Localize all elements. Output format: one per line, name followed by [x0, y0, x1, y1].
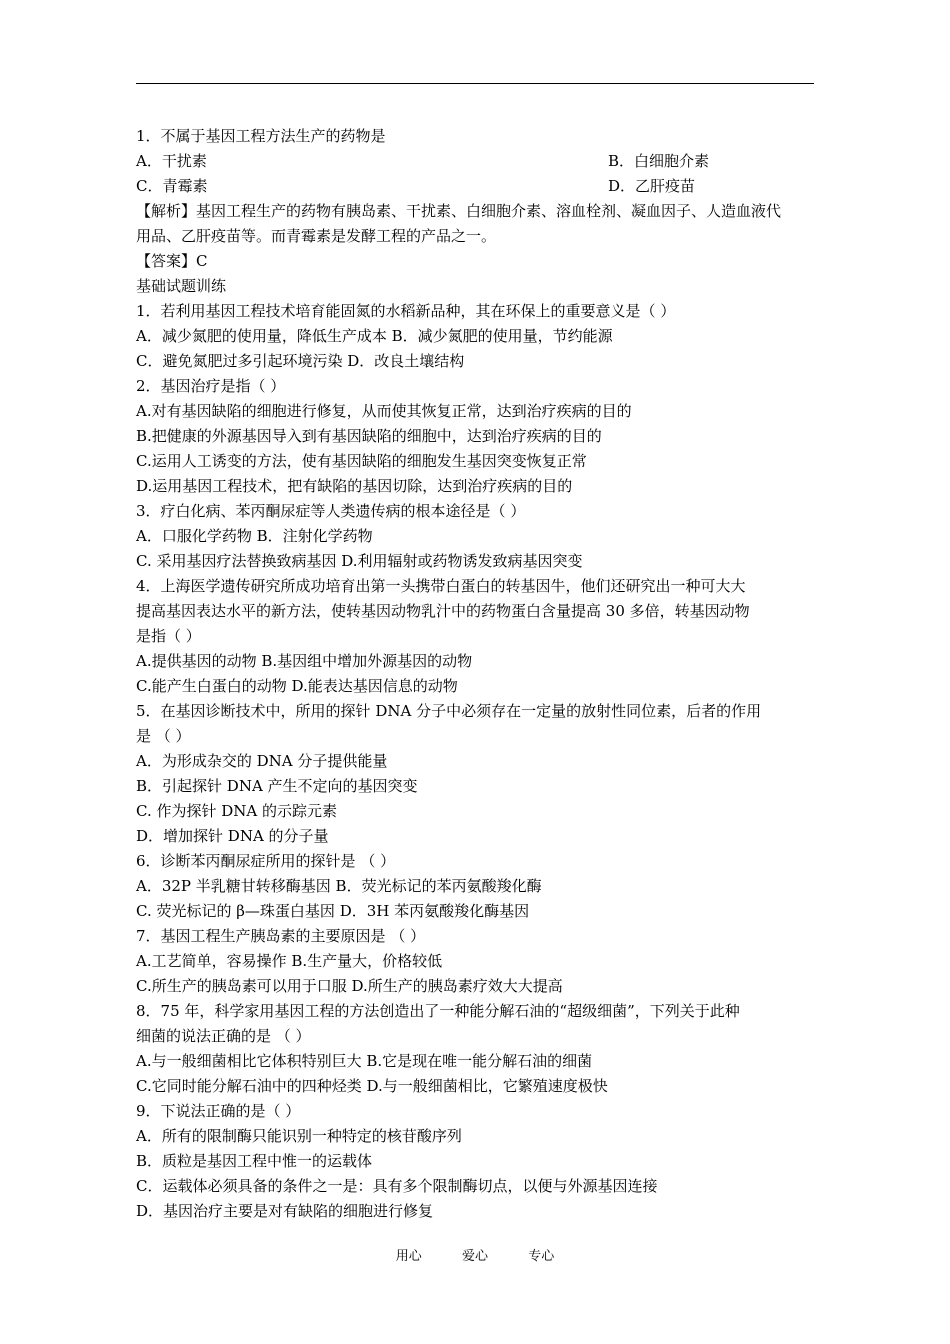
q1-stem: 1．不属于基因工程方法生产的药物是 [136, 127, 386, 145]
q1-analysis-line-2: 用品、乙肝疫苗等。而青霉素是发酵工程的产品之一。 [136, 227, 497, 245]
q1-analysis-line-1: 【解析】基因工程生产的药物有胰岛素、干扰素、白细胞介素、溶血栓剂、凝血因子、人造血液代 [136, 202, 782, 220]
text-line: C．运载体必须具备的条件之一是：具有多个限制酶切点，以便与外源基因连接 [136, 1177, 658, 1195]
text-line: 7．基因工程生产胰岛素的主要原因是 （ ） [136, 927, 426, 945]
q1-options-row-2 [136, 174, 696, 199]
text-line: 5．在基因诊断技术中，所用的探针 DNA 分子中必须存在一定量的放射性同位素，后者的作用 [136, 702, 762, 720]
text-line: C．避免氮肥过多引起环境污染 D．改良土壤结构 [136, 352, 465, 370]
text-line: C.运用人工诱变的方法，使有基因缺陷的细胞发生基因突变恢复正常 [136, 452, 587, 470]
text-line: 9．下说法正确的是（ ） [136, 1102, 301, 1120]
q1-option-c: C．青霉素 [136, 177, 208, 195]
text-line: A．减少氮肥的使用量，降低生产成本 B．减少氮肥的使用量，节约能源 [136, 327, 613, 345]
text-line: 2．基因治疗是指（ ） [136, 377, 286, 395]
text-line: 4．上海医学遗传研究所成功培育出第一头携带白蛋白的转基因牛，他们还研究出一种可大大 [136, 577, 746, 595]
text-line: A.工艺简单，容易操作 B.生产量大，价格较低 [136, 952, 443, 970]
q1-option-d: D．乙肝疫苗 [608, 177, 696, 195]
text-line: A．所有的限制酶只能识别一种特定的核苷酸序列 [136, 1127, 462, 1145]
text-line: A．为形成杂交的 DNA 分子提供能量 [136, 752, 388, 770]
text-line: B.把健康的外源基因导入到有基因缺陷的细胞中，达到治疗疾病的目的 [136, 427, 602, 445]
text-line: C. 采用基因疗法替换致病基因 D.利用辐射或药物诱发致病基因突变 [136, 552, 583, 570]
text-line: 8．75 年，科学家用基因工程的方法创造出了一种能分解石油的“超级细菌”，下列关于此种 [136, 1002, 740, 1020]
text-line: C.所生产的胰岛素可以用于口服 D.所生产的胰岛素疗效大大提高 [136, 977, 563, 995]
q1-options-row-1 [136, 149, 710, 174]
text-line: D.运用基因工程技术，把有缺陷的基因切除，达到治疗疾病的目的 [136, 477, 573, 495]
page-footer: 用心 爱心 专心 [395, 1249, 555, 1264]
text-line: A．32P 半乳糖甘转移酶基因 B．荧光标记的苯丙氨酸羧化酶 [136, 877, 542, 895]
section-title: 基础试题训练 [136, 277, 227, 295]
text-line: 3．疗白化病、苯丙酮尿症等人类遗传病的根本途径是（ ） [136, 502, 526, 520]
text-line: D．增加探针 DNA 的分子量 [136, 827, 329, 845]
header-rule [136, 83, 814, 84]
text-line: C. 作为探针 DNA 的示踪元素 [136, 802, 337, 820]
text-line: C.它同时能分解石油中的四种烃类 D.与一般细菌相比，它繁殖速度极快 [136, 1077, 608, 1095]
text-line: 1．若利用基因工程技术培育能固氮的水稻新品种，其在环保上的重要意义是（ ） [136, 302, 676, 320]
text-line: C.能产生白蛋白的动物 D.能表达基因信息的动物 [136, 677, 458, 695]
text-line: B．质粒是基因工程中惟一的运载体 [136, 1152, 373, 1170]
text-line: 提高基因表达水平的新方法，使转基因动物乳汁中的药物蛋白含量提高 30 多倍，转基因动物 [136, 602, 750, 620]
text-line: A.与一般细菌相比它体积特别巨大 B.它是现在唯一能分解石油的细菌 [136, 1052, 593, 1070]
q1-answer: 【答案】C [136, 252, 208, 270]
q1-option-a: A．干扰素 [136, 152, 207, 170]
text-line: B．引起探针 DNA 产生不定向的基因突变 [136, 777, 418, 795]
text-line: 细菌的说法正确的是 （ ） [136, 1027, 311, 1045]
text-line: 是 （ ） [136, 727, 191, 745]
text-line: 6．诊断苯丙酮尿症所用的探针是 （ ） [136, 852, 396, 870]
q1-option-b: B．白细胞介素 [608, 152, 710, 170]
text-line: A.提供基因的动物 B.基因组中增加外源基因的动物 [136, 652, 473, 670]
text-line: 是指（ ） [136, 627, 201, 645]
text-line: C. 荧光标记的 β—珠蛋白基因 D．3H 苯丙氨酸羧化酶基因 [136, 902, 530, 920]
text-line: A.对有基因缺陷的细胞进行修复，从而使其恢复正常，达到治疗疾病的目的 [136, 402, 632, 420]
text-line: A．口服化学药物 B．注射化学药物 [136, 527, 373, 545]
text-line: D．基因治疗主要是对有缺陷的细胞进行修复 [136, 1202, 434, 1220]
